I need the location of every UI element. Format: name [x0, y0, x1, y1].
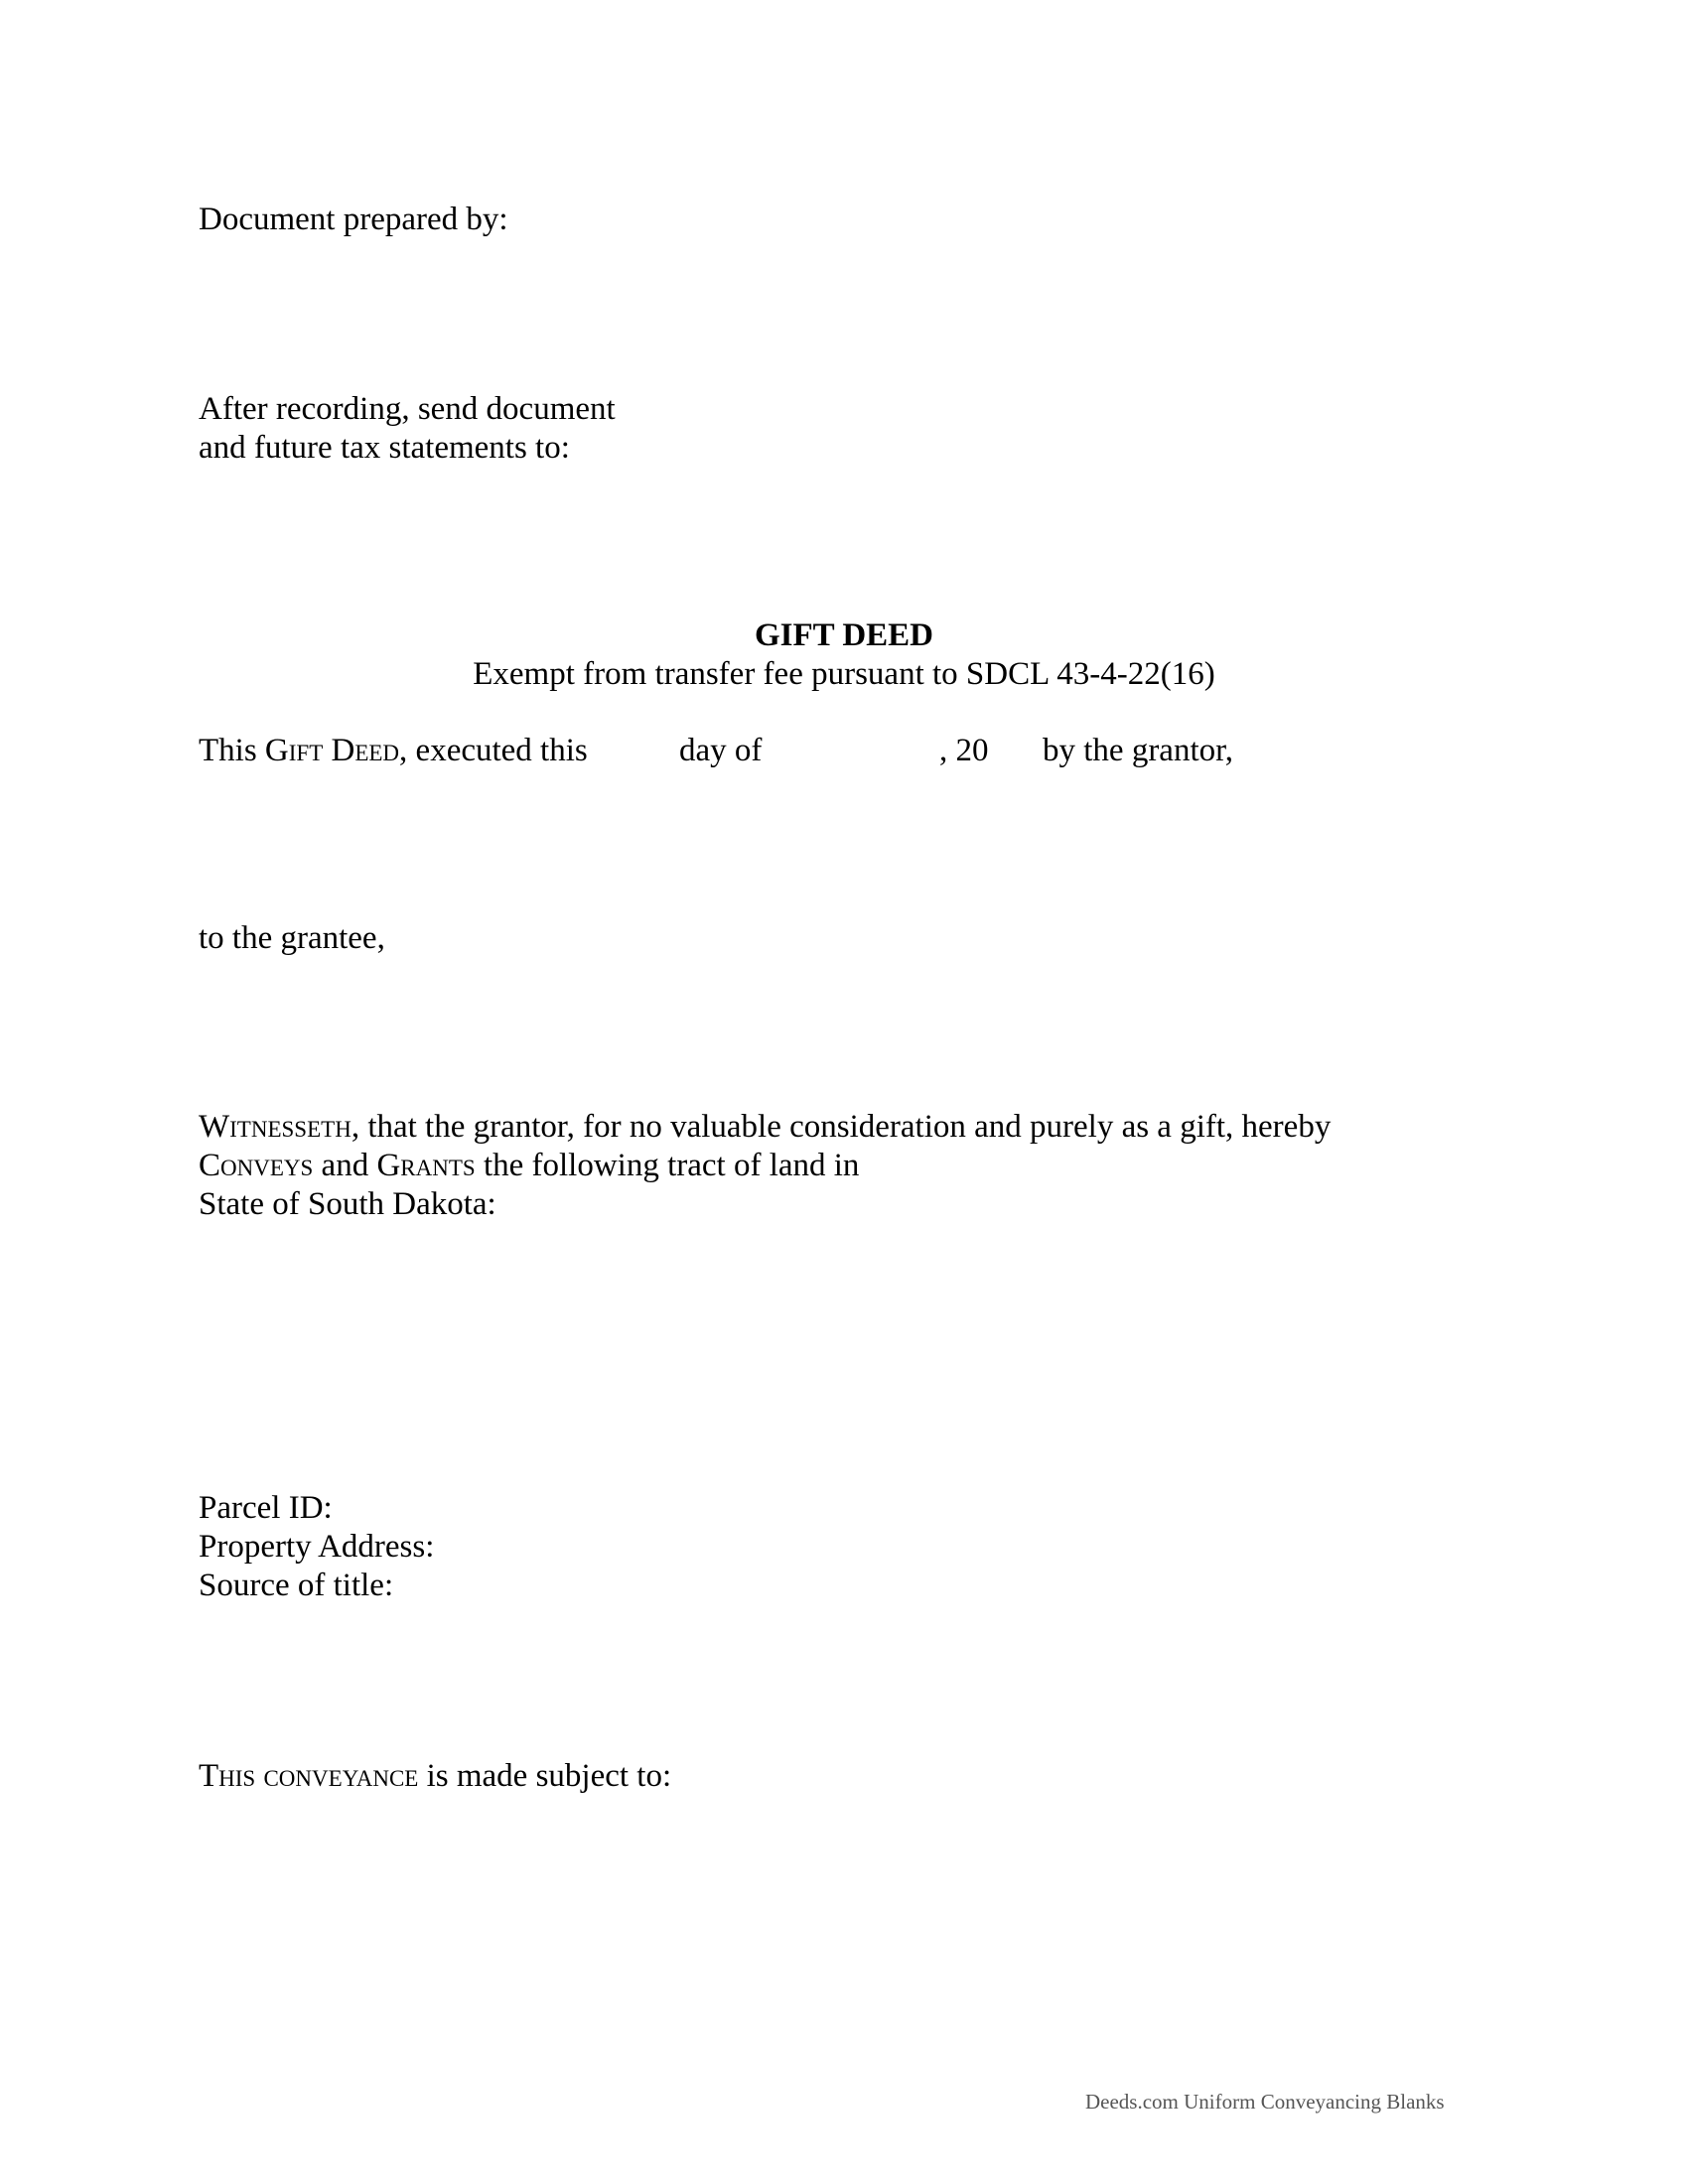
grantee-label: to the grantee,: [199, 920, 385, 956]
document-subtitle: Exempt from transfer fee pursuant to SDCL 43-4-22(16): [473, 656, 1215, 692]
gift-deed-term: Gift Deed: [264, 733, 400, 768]
property-address-label: Property Address:: [199, 1529, 435, 1565]
witnesseth-paragraph: [199, 1108, 1331, 1224]
witnesseth-term: Witnesseth: [199, 1109, 352, 1145]
execution-year: , 20: [939, 733, 989, 768]
conveys-term: Conveys: [199, 1148, 314, 1183]
execution-this: This: [199, 733, 265, 768]
execution-by-grantor: by the grantor,: [1043, 733, 1234, 768]
execution-line: [199, 732, 588, 770]
parcel-id-label: Parcel ID:: [199, 1490, 333, 1526]
conveyance-line: [199, 1757, 671, 1796]
conveyance-rest: is made subject to:: [418, 1758, 672, 1794]
footer-text: Deeds.com Uniform Conveyancing Blanks: [1085, 2090, 1445, 2114]
witnesseth-line-3: State of South Dakota:: [199, 1186, 496, 1222]
execution-executed: , executed this: [399, 733, 588, 768]
property-details: [199, 1489, 434, 1605]
return-to-line-1: After recording, send document: [199, 391, 616, 427]
return-to-block: [199, 390, 616, 468]
witnesseth-line-1: [199, 1108, 1331, 1147]
witnesseth-line-2: [199, 1147, 1331, 1185]
witnesseth-line-2-text: the following tract of land in: [475, 1148, 860, 1183]
execution-day-of: day of: [679, 733, 763, 768]
return-to-line-2: and future tax statements to:: [199, 430, 570, 466]
source-of-title-label: Source of title:: [199, 1568, 394, 1603]
document-title: GIFT DEED: [754, 617, 934, 653]
this-conveyance-term: This conveyance: [199, 1758, 419, 1794]
witnesseth-and: and: [313, 1148, 377, 1183]
grants-term: Grants: [376, 1148, 476, 1183]
prepared-by-label: Document prepared by:: [199, 202, 508, 237]
witnesseth-line-1-text: , that the grantor, for no valuable consideration and purely as a gift, hereby: [351, 1109, 1332, 1145]
